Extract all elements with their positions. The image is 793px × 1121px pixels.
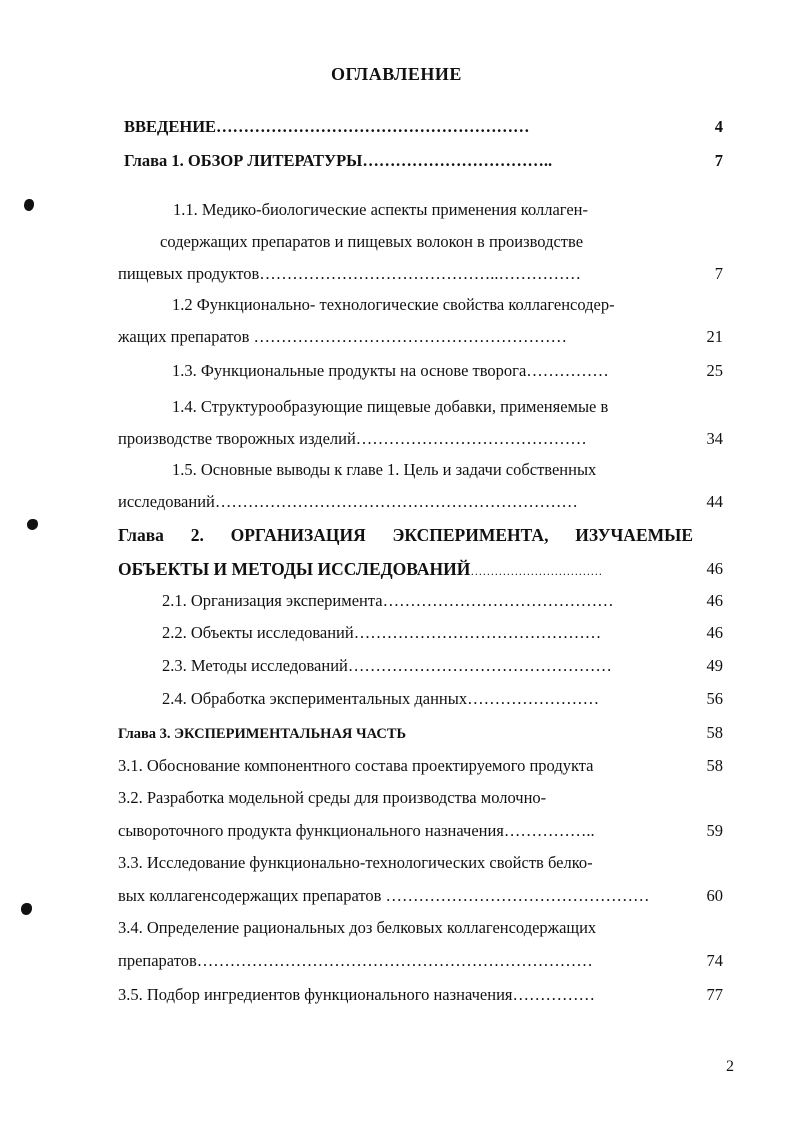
toc-entry-2-3 bbox=[118, 655, 723, 677]
toc-entry-page: 58 bbox=[706, 723, 723, 742]
page-title: ОГЛАВЛЕНИЕ bbox=[331, 64, 462, 84]
toc-entry-3-5 bbox=[118, 984, 723, 1006]
toc-entry-dots: …………………………… bbox=[470, 564, 603, 578]
toc-entry-line: Глава 2. ОРГАНИЗАЦИЯ ЭКСПЕРИМЕНТА, ИЗУЧАЕМЫЕ bbox=[118, 525, 693, 545]
toc-entry-chapter-3 bbox=[118, 722, 723, 745]
toc-entry-1-3 bbox=[118, 360, 723, 382]
toc-entry-line: 1.2 Функционально- технологические свойства коллагенсодер- bbox=[172, 295, 615, 314]
toc-entry-line: производстве творожных изделий…………………………………… bbox=[118, 429, 587, 448]
toc-entry-page: 60 bbox=[706, 886, 723, 905]
toc-entry-text: 3.1. Обоснование компонентного состава проектируемого продукта bbox=[118, 756, 594, 775]
toc-entry-chapter-1 bbox=[118, 150, 723, 172]
toc-entry-2-1 bbox=[118, 590, 723, 612]
toc-entry-1-1 bbox=[118, 199, 723, 285]
toc-entry-page: 7 bbox=[714, 151, 723, 170]
toc-entry-page: 77 bbox=[706, 985, 723, 1004]
scan-blot-mark bbox=[24, 199, 34, 211]
toc-entry-page: 25 bbox=[706, 361, 723, 380]
scan-blot-mark bbox=[27, 519, 38, 530]
toc-entry-text: 3.5. Подбор ингредиентов функционального назначения…………… bbox=[118, 985, 595, 1004]
toc-entry-text: 2.1. Организация эксперимента…………………………………… bbox=[162, 591, 614, 610]
toc-entry-text: 2.4. Обработка экспериментальных данных…………………… bbox=[162, 689, 600, 708]
toc-entry-text: 2.2. Объекты исследований……………………………………… bbox=[162, 623, 602, 642]
toc-entry-page: 7 bbox=[714, 264, 723, 283]
toc-entry-line: 3.2. Разработка модельной среды для производства молочно- bbox=[118, 788, 547, 807]
toc-entry-line: жащих препаратов ………………………………………………… bbox=[118, 327, 567, 346]
toc-entry-line: ОБЪЕКТЫ И МЕТОДЫ ИССЛЕДОВАНИЙ bbox=[118, 559, 471, 579]
toc-entry-3-3 bbox=[118, 852, 723, 907]
toc-entry-page: 56 bbox=[706, 689, 723, 708]
toc-entry-1-4 bbox=[118, 396, 723, 450]
toc-entry-2-4 bbox=[118, 688, 723, 710]
toc-entry-page: 49 bbox=[706, 656, 723, 675]
toc-entry-page: 46 bbox=[706, 623, 723, 642]
toc-entry-chapter-2 bbox=[118, 524, 723, 582]
toc-entry-line: 1.1. Медико-биологические аспекты применения коллаген- bbox=[173, 200, 588, 219]
toc-entry-3-2 bbox=[118, 787, 723, 842]
toc-entry-text: Глава 1. ОБЗОР ЛИТЕРАТУРЫ…………………………….. bbox=[124, 151, 553, 170]
toc-entry-3-1 bbox=[118, 755, 723, 777]
toc-entry-page: 74 bbox=[706, 951, 723, 970]
toc-entry-page: 59 bbox=[706, 821, 723, 840]
toc-entry-line: вых коллагенсодержащих препаратов ………………………………………… bbox=[118, 886, 650, 905]
toc-entry-page: 21 bbox=[706, 327, 723, 346]
toc-entry-text: ВВЕДЕНИЕ………………………………………………… bbox=[124, 117, 530, 136]
toc-entry-page: 58 bbox=[706, 756, 723, 775]
toc-entry-page: 46 bbox=[706, 591, 723, 610]
toc-entry-line: пищевых продуктов……………………………………..…………… bbox=[118, 264, 582, 283]
scan-blot-mark bbox=[21, 903, 32, 915]
toc-entry-page: 4 bbox=[714, 117, 723, 136]
toc-entry-text: 1.3. Функциональные продукты на основе творога…………… bbox=[172, 361, 609, 380]
page-number: 2 bbox=[726, 1058, 734, 1075]
toc-entry-line: 1.5. Основные выводы к главе 1. Цель и задачи собственных bbox=[172, 460, 597, 479]
toc-entry-text: 2.3. Методы исследований………………………………………… bbox=[162, 656, 612, 675]
toc-entry-introduction bbox=[118, 116, 723, 138]
toc-entry-line: исследований………………………………………………………… bbox=[118, 492, 578, 511]
toc-entry-text: Глава 3. ЭКСПЕРИМЕНТАЛЬНАЯ ЧАСТЬ bbox=[118, 726, 407, 742]
toc-entry-1-5 bbox=[118, 459, 723, 513]
toc-entry-page: 34 bbox=[706, 429, 723, 448]
toc-entry-line: 3.3. Исследование функционально-технологических свойств белко- bbox=[118, 853, 593, 872]
toc-entry-line: 3.4. Определение рациональных доз белковых коллагенсодержащих bbox=[118, 918, 597, 937]
toc-entry-line: сывороточного продукта функционального назначения…………….. bbox=[118, 821, 595, 840]
toc-entry-2-2 bbox=[118, 622, 723, 644]
toc-entry-line: препаратов……………………………………………………………… bbox=[118, 951, 593, 970]
toc-entry-line: 1.4. Структурообразующие пищевые добавки, применяемые в bbox=[172, 397, 609, 416]
toc-entry-page: 46 bbox=[706, 559, 723, 578]
toc-entry-line: содержащих препаратов и пищевых волокон в производстве bbox=[160, 232, 584, 251]
toc-entry-1-2 bbox=[118, 294, 723, 348]
toc-entry-3-4 bbox=[118, 917, 723, 972]
toc-entry-page: 44 bbox=[706, 492, 723, 511]
